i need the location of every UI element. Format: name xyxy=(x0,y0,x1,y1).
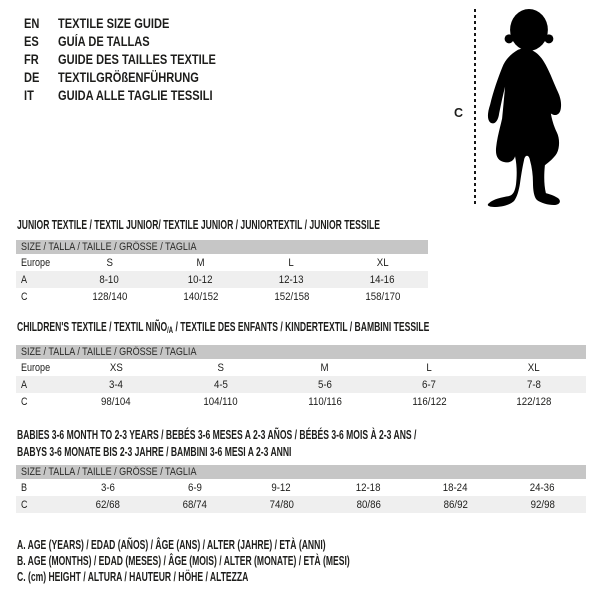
size-cell xyxy=(273,362,377,374)
language-code-label: EN xyxy=(24,15,40,31)
table-row-europe xyxy=(16,359,586,376)
value-cell-text: 62/68 xyxy=(95,498,120,511)
value-cell xyxy=(246,291,337,303)
row-label-text: Europe xyxy=(21,256,51,269)
row-label-text: A xyxy=(21,378,28,391)
value-cell-text: 128/140 xyxy=(91,290,127,303)
value-cell xyxy=(273,379,377,391)
language-label xyxy=(58,16,194,31)
value-cell-text: 98/104 xyxy=(101,395,132,408)
value-cell xyxy=(337,291,428,303)
table-row-europe xyxy=(16,254,428,271)
measure-c-label: C xyxy=(454,106,464,120)
value-cell-text: 3-4 xyxy=(109,378,124,391)
section-heading-text xyxy=(17,320,429,337)
value-cell xyxy=(64,499,151,511)
language-code-label: FR xyxy=(24,51,39,67)
language-code xyxy=(24,70,58,85)
value-cell-text: 6-7 xyxy=(422,378,437,391)
language-label-text: GUÍA DE TALLAS xyxy=(58,33,150,49)
language-label xyxy=(58,34,170,49)
value-cell-text: 152/158 xyxy=(273,290,309,303)
note-age-years xyxy=(17,537,521,553)
value-cell xyxy=(64,379,168,391)
value-cell-text: 18-24 xyxy=(443,481,468,494)
language-label xyxy=(58,70,230,85)
size-cell xyxy=(246,257,337,269)
value-cell-text: 86/92 xyxy=(443,498,468,511)
table-row-age xyxy=(16,376,586,393)
value-cell-text: 92/98 xyxy=(530,498,555,511)
language-label-text: GUIDA ALLE TAGLIE TESSILI xyxy=(58,87,213,103)
junior-size-table xyxy=(16,240,428,305)
row-label-text: A xyxy=(21,273,28,286)
row-label xyxy=(16,379,64,391)
row-label xyxy=(16,257,64,269)
size-cell xyxy=(337,257,428,269)
children-size-table xyxy=(16,345,586,410)
value-cell-text: 9-12 xyxy=(271,481,292,494)
value-cell-text: 158/170 xyxy=(364,290,400,303)
value-cell xyxy=(246,274,337,286)
row-label xyxy=(16,482,64,494)
value-cell xyxy=(64,482,151,494)
language-code xyxy=(24,52,58,67)
language-title-block xyxy=(24,14,251,104)
size-cell-text: S xyxy=(106,256,113,269)
table-row-height xyxy=(16,288,428,305)
size-cell xyxy=(482,362,586,374)
size-cell xyxy=(377,362,481,374)
size-header-bar xyxy=(16,240,428,254)
language-label xyxy=(58,88,247,103)
value-cell xyxy=(155,274,246,286)
size-cell-text: XS xyxy=(109,361,123,374)
note-text: A. AGE (YEARS) / EDAD (AÑOS) / ÂGE (ANS) / ALTER (JAHRE) / ETÀ (ANNI) xyxy=(17,537,326,552)
size-cell xyxy=(64,257,155,269)
value-cell-text: 68/74 xyxy=(182,498,207,511)
table-row-age xyxy=(16,271,428,288)
value-cell xyxy=(238,499,325,511)
language-code-label: DE xyxy=(24,69,40,85)
value-cell-text: 122/128 xyxy=(516,395,552,408)
heading-part: CHILDREN'S TEXTILE / TEXTIL NIÑO xyxy=(17,319,168,334)
note-height-cm xyxy=(17,569,521,585)
value-cell xyxy=(337,274,428,286)
language-row-fr xyxy=(24,50,251,68)
section-heading-junior xyxy=(17,218,567,232)
section-heading-line2: BABYS 3-6 MONATE BIS 2-3 JAHRE / BAMBINI 3-6 MESI A 2-3 ANNI xyxy=(17,444,292,459)
toddler-silhouette-icon xyxy=(484,8,564,207)
value-cell-text: 10-12 xyxy=(188,273,213,286)
value-cell-text: 74/80 xyxy=(269,498,294,511)
value-cell xyxy=(412,482,499,494)
section-heading-line1: BABIES 3-6 MONTH TO 2-3 YEARS / BEBÉS 3-6 MESES A 2-3 AÑOS / BÉBÉS 3-6 MOIS À 2-3 ANS / xyxy=(17,427,417,442)
table-row-height xyxy=(16,393,586,410)
legend-notes xyxy=(17,537,521,585)
note-age-months xyxy=(17,553,521,569)
language-label xyxy=(58,52,251,67)
value-cell xyxy=(64,274,155,286)
value-cell-text: 8-10 xyxy=(99,273,120,286)
section-heading-children xyxy=(17,320,600,337)
size-header-label: SIZE / TALLA / TAILLE / GRÖSSE / TAGLIA xyxy=(21,241,197,253)
value-cell xyxy=(64,291,155,303)
size-cell xyxy=(64,362,168,374)
row-label-text: Europe xyxy=(21,361,51,374)
language-row-es xyxy=(24,32,251,50)
value-cell xyxy=(482,379,586,391)
language-code xyxy=(24,16,58,31)
value-cell xyxy=(151,482,238,494)
size-cell-text: S xyxy=(217,361,224,374)
size-cell xyxy=(155,257,246,269)
value-cell-text: 104/110 xyxy=(203,395,238,408)
value-cell-text: 12-13 xyxy=(279,273,304,286)
table-row-height xyxy=(16,496,586,513)
size-cell xyxy=(168,362,272,374)
value-cell xyxy=(168,396,272,408)
value-cell xyxy=(273,396,377,408)
height-measure-dashed-line xyxy=(474,9,476,206)
value-cell xyxy=(377,379,481,391)
value-cell xyxy=(482,396,586,408)
value-cell xyxy=(412,499,499,511)
size-cell-text: M xyxy=(196,256,205,269)
note-text: C. (cm) HEIGHT / ALTURA / HAUTEUR / HÖHE / ALTEZZA xyxy=(17,569,249,584)
value-cell-text: 80/86 xyxy=(356,498,381,511)
value-cell xyxy=(377,396,481,408)
heading-part: / TEXTILE DES ENFANTS / KINDERTEXTIL / BAMBINI TESSILE xyxy=(173,319,430,334)
value-cell xyxy=(151,499,238,511)
size-header-label: SIZE / TALLA / TAILLE / GRÖSSE / TAGLIA xyxy=(21,466,197,478)
size-cell-text: XL xyxy=(527,361,540,374)
value-cell-text: 12-18 xyxy=(356,481,381,494)
section-heading-babies xyxy=(17,426,600,460)
row-label xyxy=(16,396,64,408)
value-cell-text: 4-5 xyxy=(213,378,228,391)
value-cell xyxy=(155,291,246,303)
language-code-label: IT xyxy=(24,87,34,103)
row-label xyxy=(16,362,64,374)
value-cell-text: 24-36 xyxy=(530,481,555,494)
value-cell xyxy=(168,379,272,391)
row-label-text: C xyxy=(21,498,28,511)
value-cell xyxy=(499,482,586,494)
row-label xyxy=(16,499,64,511)
value-cell-text: 110/116 xyxy=(308,395,342,408)
row-label-text: B xyxy=(21,481,28,494)
language-row-de xyxy=(24,68,251,86)
note-text: B. AGE (MONTHS) / EDAD (MESES) / ÂGE (MOIS) / ALTER (MONATE) / ETÀ (MESI) xyxy=(17,553,350,568)
value-cell xyxy=(64,396,168,408)
table-row-months xyxy=(16,479,586,496)
size-header-bar xyxy=(16,465,586,479)
section-heading-text: JUNIOR TEXTILE / TEXTIL JUNIOR/ TEXTILE JUNIOR / JUNIORTEXTIL / JUNIOR TESSILE xyxy=(17,217,380,232)
row-label xyxy=(16,274,64,286)
language-code xyxy=(24,34,58,49)
babies-size-table xyxy=(16,465,586,513)
value-cell xyxy=(325,499,412,511)
row-label-text: C xyxy=(21,290,28,303)
value-cell-text: 5-6 xyxy=(318,378,333,391)
heading-subscript: /A xyxy=(167,325,174,335)
language-label-text: GUIDE DES TAILLES TEXTILE xyxy=(58,51,216,67)
value-cell-text: 14-16 xyxy=(370,273,395,286)
language-row-en xyxy=(24,14,251,32)
size-header-label: SIZE / TALLA / TAILLE / GRÖSSE / TAGLIA xyxy=(21,346,197,358)
value-cell xyxy=(325,482,412,494)
row-label-text: C xyxy=(21,395,28,408)
language-code-label: ES xyxy=(24,33,39,49)
value-cell-text: 6-9 xyxy=(187,481,202,494)
size-cell-text: L xyxy=(288,256,295,269)
language-label-text: TEXTILE SIZE GUIDE xyxy=(58,15,170,31)
size-cell-text: XL xyxy=(376,256,389,269)
language-row-it xyxy=(24,86,251,104)
row-label xyxy=(16,291,64,303)
value-cell xyxy=(499,499,586,511)
value-cell-text: 3-6 xyxy=(100,481,115,494)
size-cell-text: M xyxy=(320,361,330,374)
value-cell-text: 116/122 xyxy=(412,395,447,408)
value-cell xyxy=(238,482,325,494)
size-header-bar xyxy=(16,345,586,359)
value-cell-text: 7-8 xyxy=(526,378,541,391)
language-label-text: TEXTILGRÖßENFÜHRUNG xyxy=(58,69,199,85)
language-code xyxy=(24,88,58,103)
value-cell-text: 140/152 xyxy=(182,290,218,303)
size-cell-text: L xyxy=(426,361,433,374)
